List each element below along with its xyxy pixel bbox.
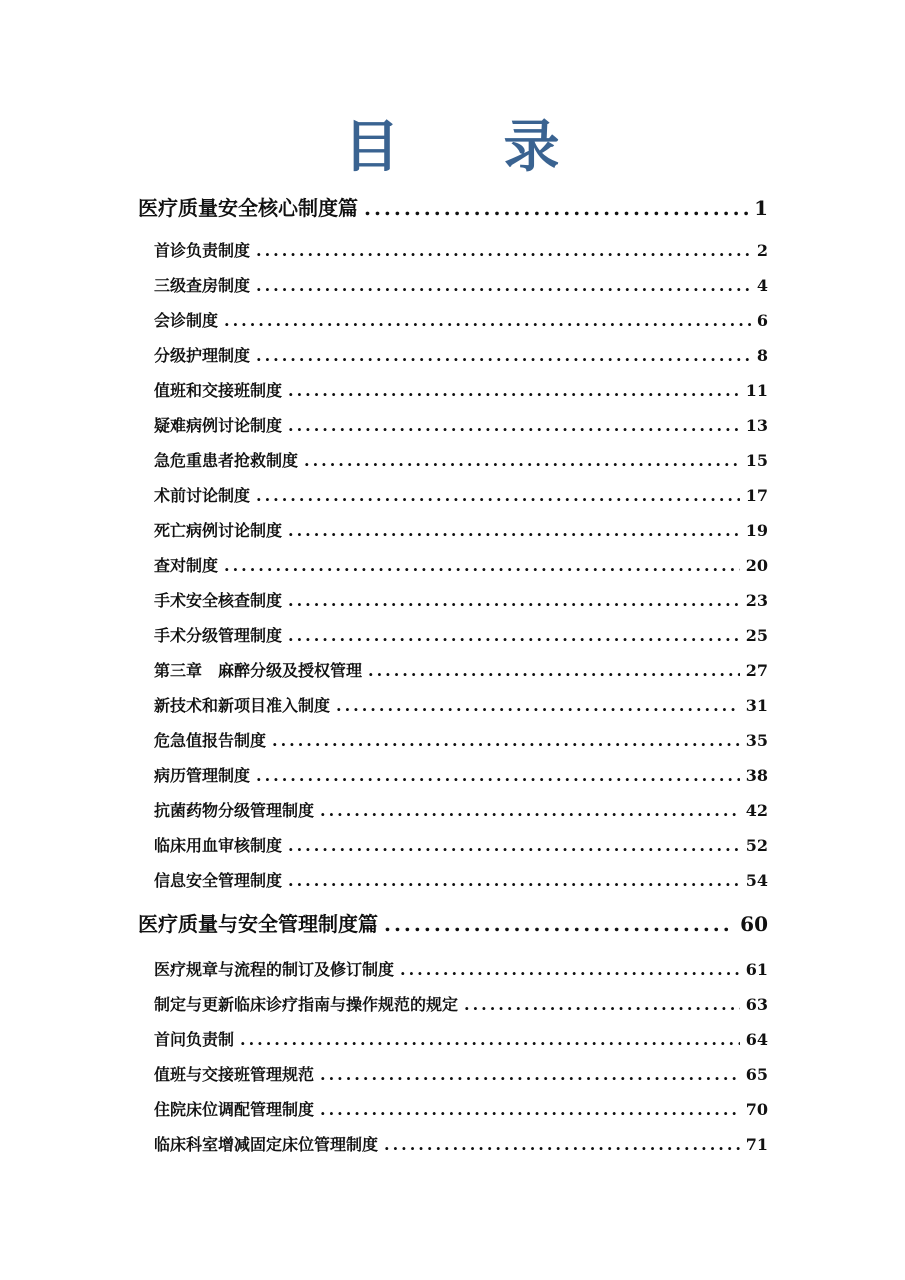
toc-leader — [256, 276, 751, 295]
toc-page-number: 23 — [745, 591, 768, 610]
toc-item-title: 查对制度 — [154, 556, 219, 575]
toc-page-number: 25 — [745, 626, 768, 645]
toc-item-title: 首诊负责制度 — [154, 241, 251, 260]
toc-page-number: 31 — [745, 696, 768, 715]
toc-item[interactable] — [154, 413, 768, 436]
toc-item-title: 新技术和新项目准入制度 — [154, 696, 331, 715]
toc-section[interactable] — [138, 908, 768, 937]
toc-item-title: 三级查房制度 — [154, 276, 251, 295]
toc-leader — [256, 241, 751, 260]
toc-item-title: 术前讨论制度 — [154, 486, 251, 505]
toc-leader — [464, 995, 740, 1014]
toc-page-number: 4 — [756, 276, 768, 295]
toc-leader — [400, 960, 740, 979]
toc-item-title: 手术安全核查制度 — [154, 591, 283, 610]
toc-item-title: 病历管理制度 — [154, 766, 251, 785]
toc-item[interactable] — [154, 588, 768, 611]
toc-leader — [364, 196, 748, 220]
toc-item-title: 临床科室增减固定床位管理制度 — [154, 1135, 379, 1154]
toc-item-title: 住院床位调配管理制度 — [154, 1100, 315, 1119]
toc-item[interactable] — [154, 623, 768, 646]
toc-page-number: 35 — [745, 731, 768, 750]
title-char-1: 目 — [343, 114, 402, 180]
toc-leader — [288, 836, 740, 855]
toc-item[interactable] — [154, 308, 768, 331]
toc-item[interactable] — [154, 798, 768, 821]
toc-leader — [368, 661, 740, 680]
toc-item[interactable] — [154, 1097, 768, 1120]
toc-leader — [256, 346, 751, 365]
toc-page-number: 20 — [745, 556, 768, 575]
toc-section[interactable] — [138, 192, 768, 221]
toc-page-number: 71 — [745, 1135, 768, 1154]
toc-leader — [288, 626, 740, 645]
toc-item-title: 分级护理制度 — [154, 346, 251, 365]
toc-item-title: 信息安全管理制度 — [154, 871, 283, 890]
toc-item-title: 死亡病例讨论制度 — [154, 521, 283, 540]
toc-leader — [256, 486, 740, 505]
toc-item[interactable] — [154, 1027, 768, 1050]
toc-page-number: 11 — [745, 381, 768, 400]
toc-item-title: 首问负责制 — [154, 1030, 235, 1049]
toc-page-number: 63 — [745, 995, 768, 1014]
toc-page-number: 6 — [756, 311, 768, 330]
toc-leader — [224, 311, 751, 330]
toc-page-number: 13 — [745, 416, 768, 435]
toc-item[interactable] — [154, 992, 768, 1015]
toc-leader — [240, 1030, 740, 1049]
toc-page-number: 27 — [745, 661, 768, 680]
toc-item-title: 抗菌药物分级管理制度 — [154, 801, 315, 820]
toc-leader — [320, 1100, 740, 1119]
toc-page-number: 1 — [754, 196, 768, 220]
toc-leader — [288, 381, 740, 400]
toc-leader — [272, 731, 740, 750]
toc-leader — [336, 696, 740, 715]
toc-item[interactable] — [154, 693, 768, 716]
toc-item-title: 值班和交接班制度 — [154, 381, 283, 400]
title-char-2: 录 — [503, 114, 562, 180]
toc-item[interactable] — [154, 448, 768, 471]
toc-leader — [384, 912, 734, 936]
toc-page-number: 70 — [745, 1100, 768, 1119]
toc-page-number: 8 — [756, 346, 768, 365]
toc-leader — [288, 591, 740, 610]
toc-leader — [320, 801, 740, 820]
toc-item[interactable] — [154, 763, 768, 786]
toc-item-title: 制定与更新临床诊疗指南与操作规范的规定 — [154, 995, 459, 1014]
toc-item[interactable] — [154, 1132, 768, 1155]
toc-item-title: 疑难病例讨论制度 — [154, 416, 283, 435]
toc-page-number: 19 — [745, 521, 768, 540]
toc-leader — [288, 416, 740, 435]
toc-item[interactable] — [154, 658, 768, 681]
toc-section-title: 医疗质量安全核心制度篇 — [138, 196, 358, 220]
toc-item[interactable] — [154, 868, 768, 891]
toc-leader — [288, 871, 740, 890]
toc-page-number: 15 — [745, 451, 768, 470]
toc-page-number: 52 — [745, 836, 768, 855]
toc-leader — [224, 556, 740, 575]
toc-leader — [304, 451, 740, 470]
toc-item[interactable] — [154, 343, 768, 366]
toc-item[interactable] — [154, 957, 768, 980]
toc-item-title: 医疗规章与流程的制订及修订制度 — [154, 960, 395, 979]
toc-item-title: 危急值报告制度 — [154, 731, 267, 750]
toc-page-number: 61 — [745, 960, 768, 979]
toc-item[interactable] — [154, 238, 768, 261]
toc-item-title: 第三章 麻醉分级及授权管理 — [154, 661, 363, 680]
toc-item[interactable] — [154, 518, 768, 541]
toc-item-title: 临床用血审核制度 — [154, 836, 283, 855]
toc-section-title: 医疗质量与安全管理制度篇 — [138, 912, 378, 936]
toc-page-number: 2 — [756, 241, 768, 260]
toc-item-title: 值班与交接班管理规范 — [154, 1065, 315, 1084]
toc-leader — [288, 521, 740, 540]
toc-item[interactable] — [154, 378, 768, 401]
toc-item[interactable] — [154, 553, 768, 576]
toc-page-number: 65 — [745, 1065, 768, 1084]
toc-page-number: 42 — [745, 801, 768, 820]
toc-page-number: 38 — [745, 766, 768, 785]
toc-item-title: 急危重患者抢救制度 — [154, 451, 299, 470]
toc-page-number: 54 — [745, 871, 768, 890]
toc-item-title: 手术分级管理制度 — [154, 626, 283, 645]
toc-page-number: 60 — [740, 912, 768, 936]
toc-item[interactable] — [154, 1062, 768, 1085]
toc-item-title: 会诊制度 — [154, 311, 219, 330]
toc-leader — [384, 1135, 740, 1154]
toc-item[interactable] — [154, 833, 768, 856]
toc-leader — [256, 766, 740, 785]
toc-leader — [320, 1065, 740, 1084]
toc-item[interactable] — [154, 483, 768, 506]
toc-item[interactable] — [154, 728, 768, 751]
toc-page-number: 17 — [745, 486, 768, 505]
toc-page-number: 64 — [745, 1030, 768, 1049]
toc-item[interactable] — [154, 273, 768, 296]
